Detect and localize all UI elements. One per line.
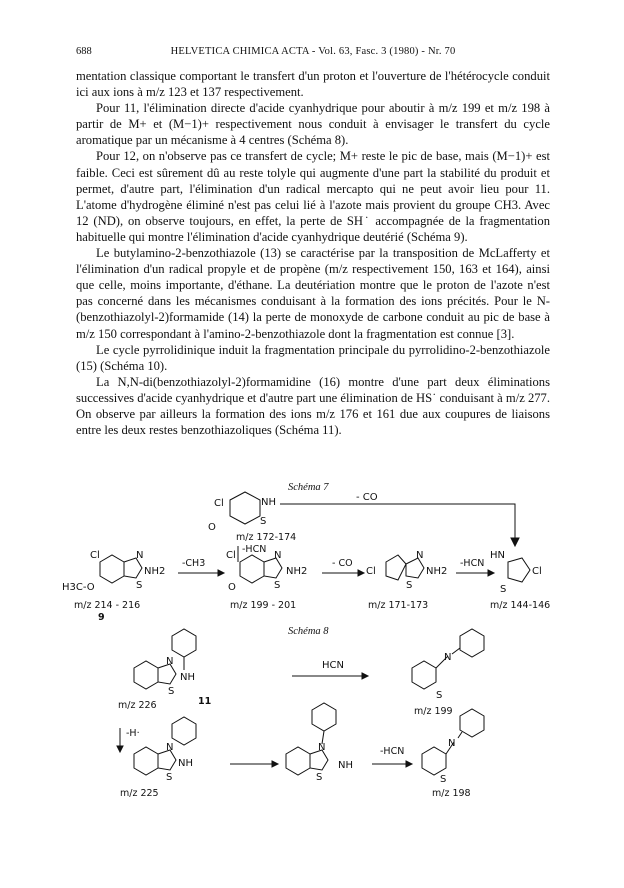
page-number: 688 [76, 46, 92, 57]
ion-225-structure [134, 717, 196, 783]
atom-s: S [274, 580, 281, 591]
atom-s: S [168, 686, 175, 697]
journal-title: HELVETICA CHIMICA ACTA - Vol. 63, Fasc. 3 (1980) - Nr. 70 [170, 46, 456, 57]
mz-label: m/z 225 [120, 788, 159, 799]
mz-label: m/z 198 [432, 788, 471, 799]
atom-nh2: NH2 [286, 566, 308, 577]
arrow [280, 504, 515, 540]
minus-co-label: - CO [356, 492, 378, 503]
mz-label: m/z 144-146 [490, 600, 551, 611]
atom-nh2: NH2 [144, 566, 166, 577]
paragraph: mentation classique comportant le transfert d'un proton et l'ouverture de l'hétérocycle conduit ici aux ions à m/z 123 et 137 respectivement. [76, 69, 550, 100]
ion-144-structure [490, 550, 542, 595]
compound-number: 9 [98, 612, 105, 623]
atom-cl: Cl [532, 566, 542, 577]
atom-n: N [136, 550, 144, 561]
mz-label: m/z 199 - 201 [230, 600, 297, 611]
atom-s: S [136, 580, 143, 591]
atom-nh: NH [261, 497, 276, 508]
compound-9-structure [62, 550, 165, 593]
atom-nh2: NH2 [426, 566, 448, 577]
atom-n: N [274, 550, 282, 561]
atom-cl: Cl [90, 550, 100, 561]
compound-11-structure [134, 629, 196, 697]
intermediate-structure [286, 703, 353, 783]
mz-label: m/z 214 - 216 [74, 600, 141, 611]
atom-o: O [228, 582, 236, 593]
ion-199-s8-structure [412, 629, 484, 701]
atom-cl: Cl [226, 550, 236, 561]
ion-198-structure [422, 709, 484, 785]
atom-cl: Cl [214, 498, 224, 509]
atom-s: S [166, 772, 173, 783]
atom-s: S [500, 584, 507, 595]
mz-label: m/z 171-173 [368, 600, 429, 611]
mz-label: m/z 226 [118, 700, 157, 711]
scheme-7-title: Schéma 7 [288, 482, 329, 493]
atom-nh: NH [338, 760, 353, 771]
paragraph: Pour 11, l'élimination directe d'acide cyanhydrique pour aboutir à m/z 199 et m/z 198 à partir de M+ et (M−1)+ respectivement nous conduit à envisager le transfert du cycle aromatique par un mécanisme à 4 centres (Schéma 8). [76, 101, 550, 148]
atom-s: S [436, 690, 443, 701]
atom-n: N [166, 742, 174, 753]
atom-n: N [166, 656, 174, 667]
mz-label: m/z 199 [414, 706, 453, 717]
paragraph: Pour 12, on n'observe pas ce transfert de cycle; M+ reste le pic de base, mais (M−1)+ est faible. Ceci est sûrement dû au reste tolyle qui augmente d'une part la stabilité du produit et permet, d'autre part, l'élimination d'un radical mercapto qui ne peut avoir lieu pour 11. L'atome d'hydrogène éliminé n'est pas celui lié à l'azote mais provient du groupe CH3. Avec 12 (ND), on observe toujours, en effet, la perte de SH˙ accompagnée de la fragmentation habituelle qui montre l'élimination d'acide cyanhydrique deutérié (Schéma 9). [76, 149, 550, 244]
compound-number: 11 [198, 696, 212, 707]
atom-s: S [316, 772, 323, 783]
body-text [76, 68, 550, 438]
atom-n: N [416, 550, 424, 561]
minus-hcn-label: -HCN [460, 558, 485, 569]
atom-s: S [440, 774, 447, 785]
arrowhead [511, 538, 519, 546]
minus-h-label: -H· [126, 728, 140, 739]
atom-nh: NH [178, 758, 193, 769]
minus-co-label: - CO [332, 558, 353, 569]
atom-h3co: H3C-O [62, 582, 95, 593]
ion-171-structure [366, 550, 447, 591]
minus-hcn-label: -HCN [380, 746, 405, 757]
atom-n: N [448, 738, 456, 749]
atom-s: S [260, 516, 267, 527]
atom-cl: Cl [366, 566, 376, 577]
scheme-8-title: Schéma 8 [288, 626, 329, 637]
atom-s: S [406, 580, 413, 591]
atom-n: N [318, 742, 326, 753]
paragraph: Le cycle pyrrolidinique induit la fragmentation principale du pyrrolidino-2-benzothiazole (15) (Schéma 10). [76, 342, 550, 373]
minus-ch3-label: -CH3 [182, 558, 206, 569]
paragraph: Le butylamino-2-benzothiazole (13) se caractérise par la transposition de McLafferty et l'élimination d'un radical propyle et de propène (m/z respectivement 150, 163 et 164), ainsi que celle, moins importante, d'éthane. La deutériation montre que le proton de l'azote n'est pas concerné dans les mécanismes conduisant à la formation des ions précités. Pour le N-(benzothiazolyl-2)formamide (14) la perte de monoxyde de carbone conduit au pic de base à m/z 150 correspondant à l'amino-2-benzothiazole dont la fragmentation est connue [3]. [76, 246, 550, 341]
paragraph: La N,N-di(benzothiazolyl-2)formamidine (16) montre d'une part deux éliminations successives d'acide cyanhydrique et d'autre part une élimination de HS˙ conduisant à m/z 277. On observe par ailleurs la formation des ions m/z 176 et 161 due aux coupures de liaisons entre les deux restes benzothiazoliques (Schéma 11). [76, 374, 550, 438]
reaction-schemes [60, 478, 560, 808]
mz-label: m/z 172-174 [236, 532, 297, 543]
atom-n: N [444, 652, 452, 663]
atom-hn: HN [490, 550, 505, 561]
atom-nh: NH [180, 672, 195, 683]
minus-hcn-label: -HCN [242, 544, 267, 555]
atom-o: O [208, 522, 216, 533]
ion-172-structure [208, 492, 276, 533]
hcn-label: HCN [322, 660, 344, 671]
